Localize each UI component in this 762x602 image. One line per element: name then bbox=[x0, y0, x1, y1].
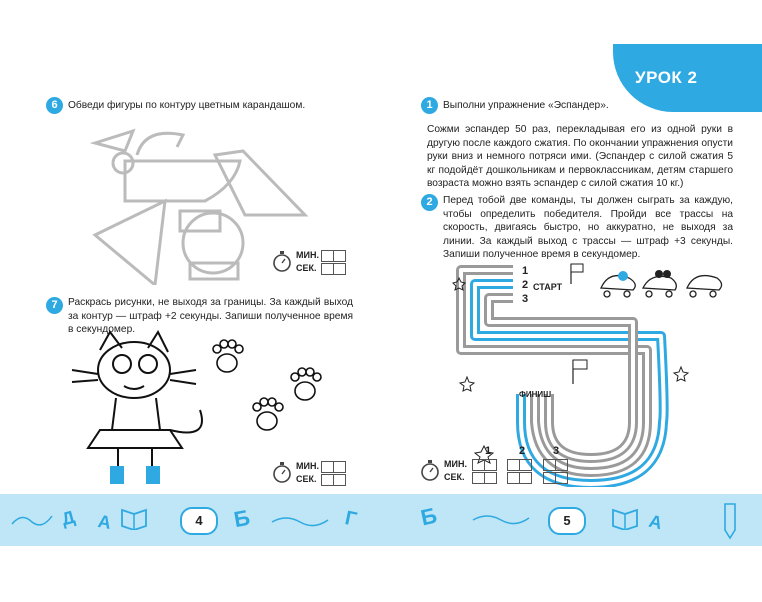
t1-sec-b[interactable] bbox=[484, 472, 497, 484]
track-number-1: 1 bbox=[522, 265, 529, 277]
stopwatch-icon bbox=[419, 459, 441, 483]
seconds-box-2[interactable] bbox=[333, 263, 346, 275]
minutes-label: МИН. bbox=[296, 461, 319, 472]
task-7-text: Раскрась рисунки, не выходя за границы. За каждый выход за контур — штраф +2 секунды. Запиши полученное время в секундомер. bbox=[68, 297, 353, 336]
swirl-icon bbox=[270, 512, 330, 532]
right-page bbox=[381, 0, 762, 602]
task-7-number: 7 bbox=[46, 297, 63, 314]
task-1-body: Сожми эспандер 50 раз, перекладывая его из одной руки в другую после каждого сжатия. По окончании упражнения опусти руки вниз и немного потряси ими. (Эспандер с силой сжатия 5 кг подойдёт дошкольникам и первоклассникам, детям старшего возраста можно взять эспандер с силой сжатия 10 кг.) bbox=[427, 124, 733, 190]
timer-column-3: 3 bbox=[553, 445, 560, 457]
seconds-label: СЕК. bbox=[296, 474, 317, 485]
task-2-number: 2 bbox=[421, 194, 438, 211]
swirl-icon bbox=[10, 510, 54, 530]
t3-sec-b[interactable] bbox=[555, 472, 568, 484]
timer-column-1: 1 bbox=[485, 445, 492, 457]
paw-prints-figure[interactable] bbox=[205, 335, 335, 440]
stopwatch-icon bbox=[271, 250, 293, 274]
seconds-box-2[interactable] bbox=[333, 474, 346, 486]
start-label: СТАРТ bbox=[533, 282, 563, 292]
cat-coloring-figure[interactable] bbox=[60, 330, 220, 488]
task-1-number: 1 bbox=[421, 97, 438, 114]
decor-letter: Б bbox=[418, 502, 440, 531]
decor-letter: А bbox=[96, 511, 113, 533]
decor-letter: Д bbox=[59, 506, 78, 530]
lesson-label: УРОК 2 bbox=[635, 68, 698, 87]
book-icon bbox=[120, 506, 150, 530]
finish-label: ФИНИШ bbox=[519, 390, 552, 399]
decor-letter: А bbox=[646, 510, 665, 534]
decor-letter: Г bbox=[342, 507, 359, 531]
swirl-icon bbox=[471, 510, 531, 530]
book-icon bbox=[611, 506, 641, 530]
pencil-icon bbox=[721, 500, 741, 540]
t2-min-b[interactable] bbox=[519, 459, 532, 471]
task-6-number: 6 bbox=[46, 97, 63, 114]
t1-min-b[interactable] bbox=[484, 459, 497, 471]
track-number-2: 2 bbox=[522, 279, 529, 291]
seconds-label: СЕК. bbox=[296, 263, 317, 274]
minutes-label: МИН. bbox=[296, 250, 319, 261]
team-racers-figure bbox=[599, 266, 729, 302]
seconds-label: СЕК. bbox=[444, 472, 465, 483]
minutes-label: МИН. bbox=[444, 459, 467, 470]
task-6-text: Обведи фигуры по контуру цветным карандашом. bbox=[68, 100, 306, 111]
t2-sec-b[interactable] bbox=[519, 472, 532, 484]
page-number: 4 bbox=[180, 507, 218, 535]
stopwatch-icon bbox=[271, 461, 293, 485]
minutes-box-2[interactable] bbox=[333, 461, 346, 473]
minutes-box-2[interactable] bbox=[333, 250, 346, 262]
task-1-text: Выполни упражнение «Эспандер». bbox=[443, 100, 609, 111]
page-number: 5 bbox=[548, 507, 586, 535]
track-number-3: 3 bbox=[522, 293, 529, 305]
task-2-text: Перед тобой две команды, ты должен сыграть за каждую, чтобы определить победителя. Пройди все трассы на скорость, двигаясь быстро, но аккуратно, не выходя за линии. За каждый выход с трассы — штраф +3 секунды. Запиши полученное время в секундомер. bbox=[443, 195, 733, 261]
decor-letter: Б bbox=[231, 504, 252, 533]
t3-min-b[interactable] bbox=[555, 459, 568, 471]
timer-column-2: 2 bbox=[519, 445, 526, 457]
